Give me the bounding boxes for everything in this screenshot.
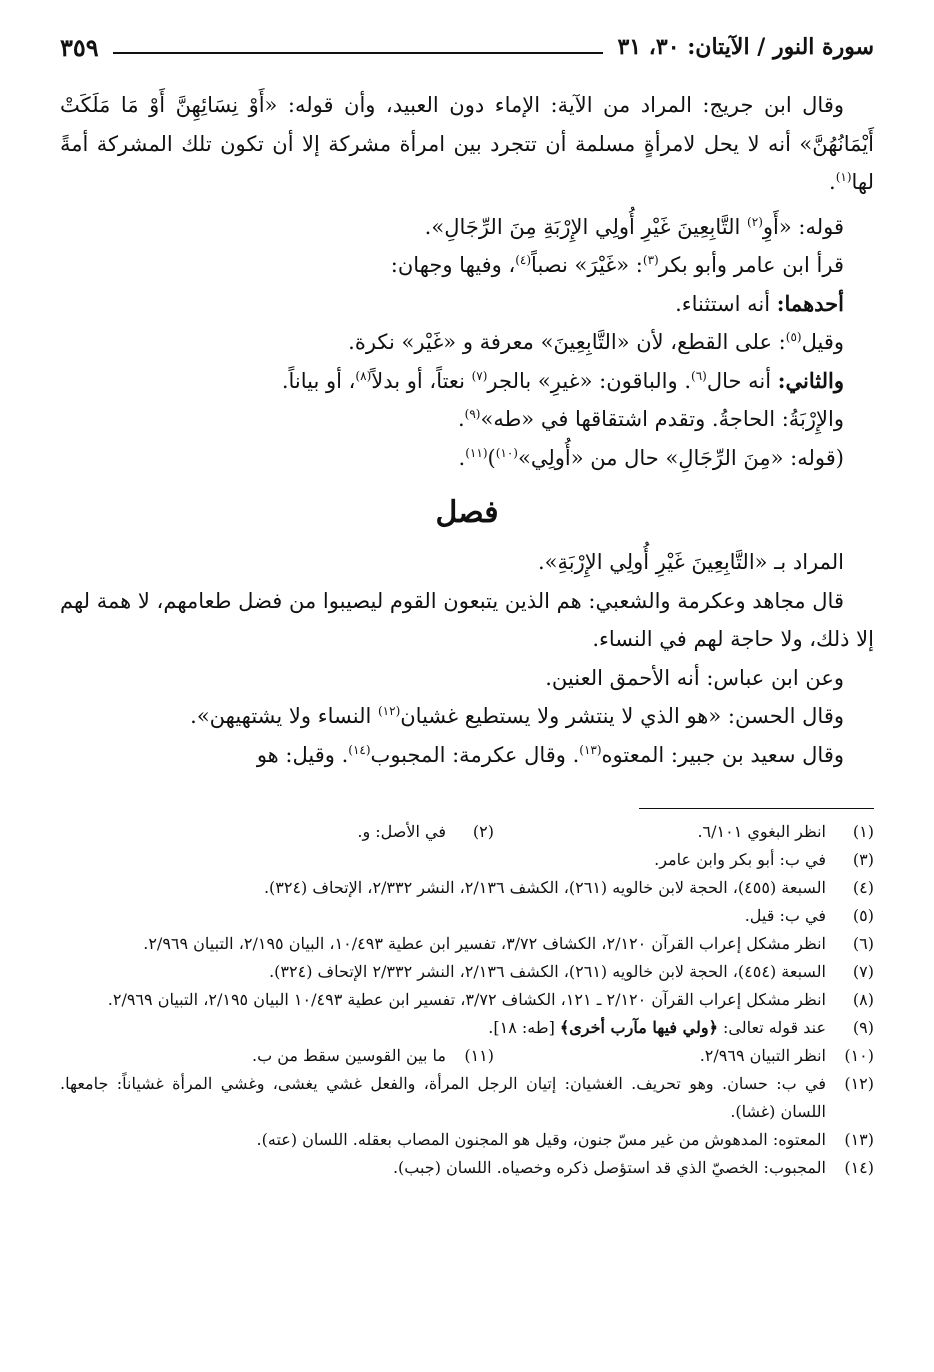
footnote-number: (١٢) bbox=[844, 1074, 874, 1093]
footnote bbox=[60, 874, 874, 902]
footnote-text: ما بين القوسين سقط من ب. bbox=[251, 1046, 446, 1065]
footnote-ref[interactable]: (١) bbox=[835, 170, 852, 184]
footnote-text: في ب: قيل. bbox=[744, 906, 826, 925]
footnote-number: (٤) bbox=[852, 878, 874, 897]
footnote-text: عند قوله تعالى: ﴿ولي فيها مآرب أخرى﴾ [طه: ١٨]. bbox=[488, 1018, 826, 1037]
footnote-number: (٨) bbox=[852, 990, 874, 1009]
running-header bbox=[60, 30, 874, 64]
footnote-text: انظر البغوي ٦/١٠١. bbox=[697, 822, 826, 841]
paragraph: المراد بـ «التَّابِعِينَ غَيْرِ أُولِي الإِرْبَةِ». bbox=[538, 550, 844, 574]
paragraph: وقال ابن جريج: المراد من الآية: الإماء دون العبيد، وأن قوله: «أَوْ نِسَائِهِنَّ أَوْ مَا مَلَكَتْ أَيْمَانُهُنَّ» أنه لا يحل لامرأةٍ مسلمة أن تتجرد بين امرأة مشركة إلا أن تكون تلك المشركة أمةً لها$^{(١)}$. bbox=[60, 93, 874, 194]
paragraph: قوله: «أَوِ$^{(٢)}$ التَّابِعِينَ غَيْرِ أُولِي الإِرْبَةِ مِنَ الرِّجَالِ». bbox=[424, 214, 844, 239]
paragraph: قرأ ابن عامر وأبو بكر$^{(٣)}$: «غَيْرَ» نصباً$^{(٤)}$، وفيها وجهان: bbox=[390, 253, 844, 277]
footnote bbox=[60, 902, 874, 930]
footnote-ref[interactable]: (١١) bbox=[465, 445, 488, 460]
running-title: سورة النور / الآيتان: ٣٠، ٣١ bbox=[617, 34, 874, 60]
footnote-ref[interactable]: (١٤) bbox=[348, 742, 371, 757]
paragraph: وعن ابن عباس: أنه الأحمق العنين. bbox=[545, 665, 844, 690]
footnote-number: (١٤) bbox=[844, 1158, 874, 1177]
footnote-number: (٩) bbox=[852, 1018, 874, 1037]
footnote-number: (٣) bbox=[852, 850, 874, 869]
paragraph: قال مجاهد وعكرمة والشعبي: هم الذين يتبعون القوم ليصيبوا من فضل طعامهم، لا همة لهم إلا ذلك، ولا حاجة لهم في النساء. bbox=[60, 588, 874, 651]
paragraph: وقال الحسن: «هو الذي لا ينتشر ولا يستطيع غشيان$^{(١٢)}$ النساء ولا يشتهيهن». bbox=[190, 704, 844, 728]
footnote bbox=[494, 1042, 874, 1070]
footnote-ref[interactable]: (١٢) bbox=[377, 704, 401, 718]
footnote-ref[interactable]: (٤) bbox=[515, 253, 532, 267]
footnote-ref[interactable]: (٢) bbox=[747, 214, 763, 229]
paragraph: وقيل$^{(٥)}$: على القطع، لأن «التَّابِعِينَ» معرفة و «غَيْر» نكرة. bbox=[348, 330, 844, 354]
footnote-row bbox=[60, 818, 874, 846]
footnote-text: انظر مشكل إعراب القرآن ٢/١٢٠، الكشاف ٣/٧٢، تفسير ابن عطية ١٠/٤٩٣، البيان ٢/١٩٥، التبيان ٢/٩٦٩. bbox=[143, 934, 826, 953]
footnotes bbox=[60, 818, 874, 1182]
section-title: فصل bbox=[435, 495, 499, 530]
page-number: ٣٥٩ bbox=[60, 32, 99, 62]
point-label: والثاني: bbox=[777, 367, 844, 393]
footnote bbox=[114, 818, 494, 846]
footnote bbox=[494, 818, 874, 846]
footnote bbox=[60, 1126, 874, 1154]
footnote-number: (١٠) bbox=[844, 1046, 874, 1065]
footnote-text: في ب: حسان. وهو تحريف. الغشيان: إتيان الرجل المرأة، والفعل غشي يغشى، وغشي المرأة غشياناً: جامعها. اللسان (غشا). bbox=[60, 1074, 827, 1121]
footnote-text: في ب: أبو بكر وابن عامر. bbox=[654, 850, 826, 869]
footnote-ref[interactable]: (١٠) bbox=[495, 445, 518, 460]
footnote bbox=[60, 1014, 874, 1042]
point-label: أحدهما: bbox=[776, 290, 844, 316]
footnote-number: (٧) bbox=[852, 962, 874, 981]
footnote-text: في الأصل: و. bbox=[357, 822, 446, 841]
footnote bbox=[60, 958, 874, 986]
paragraph: والإِرْبَةُ: الحاجةُ. وتقدم اشتقاقها في «طه»$^{(٩)}$. bbox=[457, 407, 844, 431]
footnote-ref[interactable]: (٣) bbox=[642, 253, 659, 267]
paragraph: أحدهما: أنه استثناء. bbox=[675, 290, 844, 316]
footnote-ref[interactable]: (٦) bbox=[691, 368, 707, 383]
footnote-text: انظر التبيان ٢/٩٦٩. bbox=[699, 1046, 826, 1065]
footnote-separator bbox=[639, 808, 874, 809]
footnote-number: (٦) bbox=[852, 934, 874, 953]
paragraph: (قوله: «مِنَ الرِّجَالِ» حال من «أُولِي»$^{(١٠)}$)$^{(١١)}$. bbox=[458, 445, 844, 470]
footnote-row bbox=[60, 1042, 874, 1070]
quran-quote: ﴿ولي فيها مآرب أخرى﴾ bbox=[559, 1018, 718, 1037]
footnote-number: (١) bbox=[852, 822, 874, 841]
footnote-text: المجبوب: الخصيّ الذي قد استؤصل ذكره وخصياه. اللسان (جبب). bbox=[392, 1158, 826, 1177]
footnote bbox=[60, 930, 874, 958]
footnote-text: السبعة (٤٥٤)، الحجة لابن خالويه (٢٦١)، الكشف ٢/١٣٦، النشر ٢/٣٣٢ الإتحاف (٣٢٤). bbox=[269, 962, 826, 981]
footnote bbox=[60, 1154, 874, 1182]
paragraph: وقال سعيد بن جبير: المعتوه$^{(١٣)}$. وقال عكرمة: المجبوب$^{(١٤)}$. وقيل: هو bbox=[256, 742, 844, 767]
footnote bbox=[60, 1070, 874, 1126]
header-rule bbox=[113, 52, 604, 54]
footnote-number: (٢) bbox=[472, 822, 494, 841]
footnote-number: (١١) bbox=[464, 1046, 494, 1065]
footnote bbox=[114, 1042, 494, 1070]
footnote-number: (٥) bbox=[852, 906, 874, 925]
main-text bbox=[60, 86, 874, 774]
footnote-ref[interactable]: (٥) bbox=[785, 330, 802, 344]
footnote-ref[interactable]: (٩) bbox=[464, 407, 481, 421]
book-page bbox=[60, 30, 874, 1350]
footnote-text: انظر مشكل إعراب القرآن ٢/١٢٠ ـ ١٢١، الكشاف ٣/٧٢، تفسير ابن عطية ١٠/٤٩٣ البيان ٢/١٩٥، التبيان ٢/٩٦٩. bbox=[107, 990, 826, 1009]
footnote-ref[interactable]: (١٣) bbox=[579, 742, 602, 757]
paragraph: والثاني: أنه حال$^{(٦)}$. والباقون: «غيرِ» بالجر$^{(٧)}$ نعتاً، أو بدلاً$^{(٨)}$، أو بياناً. bbox=[281, 367, 844, 393]
footnote-text: المعتوه: المدهوش من غير مسّ جنون، وقيل هو المجنون المصاب بعقله. اللسان (عته). bbox=[256, 1130, 826, 1149]
footnote-ref[interactable]: (٧) bbox=[471, 368, 488, 383]
footnote bbox=[60, 846, 874, 874]
footnote bbox=[60, 986, 874, 1014]
footnote-ref[interactable]: (٨) bbox=[355, 368, 372, 383]
footnote-text: السبعة (٤٥٥)، الحجة لابن خالويه (٢٦١)، الكشف ٢/١٣٦، النشر ٢/٣٣٢، الإتحاف (٣٢٤). bbox=[263, 878, 826, 897]
footnote-number: (١٣) bbox=[844, 1130, 874, 1149]
